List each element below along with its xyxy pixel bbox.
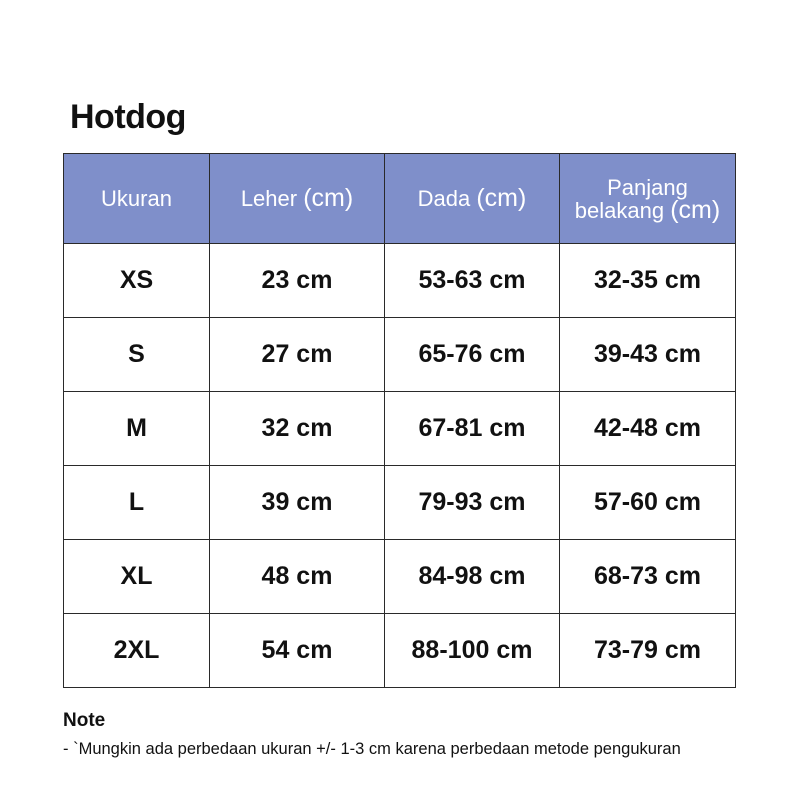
cell-dada: 88-100 cm: [385, 614, 560, 688]
table-row: [64, 392, 736, 466]
cell-size: S: [64, 318, 210, 392]
table-row: [64, 466, 736, 540]
header-label: Ukuran: [101, 186, 172, 211]
cell-dada: 53-63 cm: [385, 244, 560, 318]
cell-size: L: [64, 466, 210, 540]
cell-size: 2XL: [64, 614, 210, 688]
table-row: [64, 244, 736, 318]
header-dada: [385, 154, 560, 244]
cell-leher: 27 cm: [210, 318, 385, 392]
header-label: Panjang belakang: [574, 174, 688, 223]
cell-leher: 48 cm: [210, 540, 385, 614]
header-label: Dada: [417, 186, 477, 211]
header-unit: (cm): [670, 195, 721, 224]
page-title: Hotdog: [70, 98, 186, 136]
header-unit: (cm): [303, 184, 354, 212]
cell-dada: 67-81 cm: [385, 392, 560, 466]
header-unit: (cm): [476, 184, 527, 212]
note-text: - `Mungkin ada perbedaan ukuran +/- 1-3 cm karena perbedaan metode pengukuran: [63, 740, 681, 758]
table-row: [64, 318, 736, 392]
table-row: [64, 614, 736, 688]
size-chart-table: [63, 153, 736, 688]
cell-panjang: 42-48 cm: [560, 392, 736, 466]
cell-size: XL: [64, 540, 210, 614]
cell-dada: 65-76 cm: [385, 318, 560, 392]
cell-panjang: 73-79 cm: [560, 614, 736, 688]
cell-leher: 39 cm: [210, 466, 385, 540]
table-header-row: [64, 154, 736, 244]
header-ukuran: [64, 154, 210, 244]
cell-size: M: [64, 392, 210, 466]
cell-leher: 23 cm: [210, 244, 385, 318]
cell-panjang: 68-73 cm: [560, 540, 736, 614]
cell-size: XS: [64, 244, 210, 318]
cell-leher: 32 cm: [210, 392, 385, 466]
note-title: Note: [63, 710, 106, 731]
cell-dada: 79-93 cm: [385, 466, 560, 540]
cell-panjang: 32-35 cm: [560, 244, 736, 318]
header-leher: [210, 154, 385, 244]
cell-panjang: 57-60 cm: [560, 466, 736, 540]
cell-panjang: 39-43 cm: [560, 318, 736, 392]
header-label: Leher: [240, 186, 304, 211]
header-panjang-belakang: [560, 154, 736, 244]
cell-dada: 84-98 cm: [385, 540, 560, 614]
table-row: [64, 540, 736, 614]
cell-leher: 54 cm: [210, 614, 385, 688]
